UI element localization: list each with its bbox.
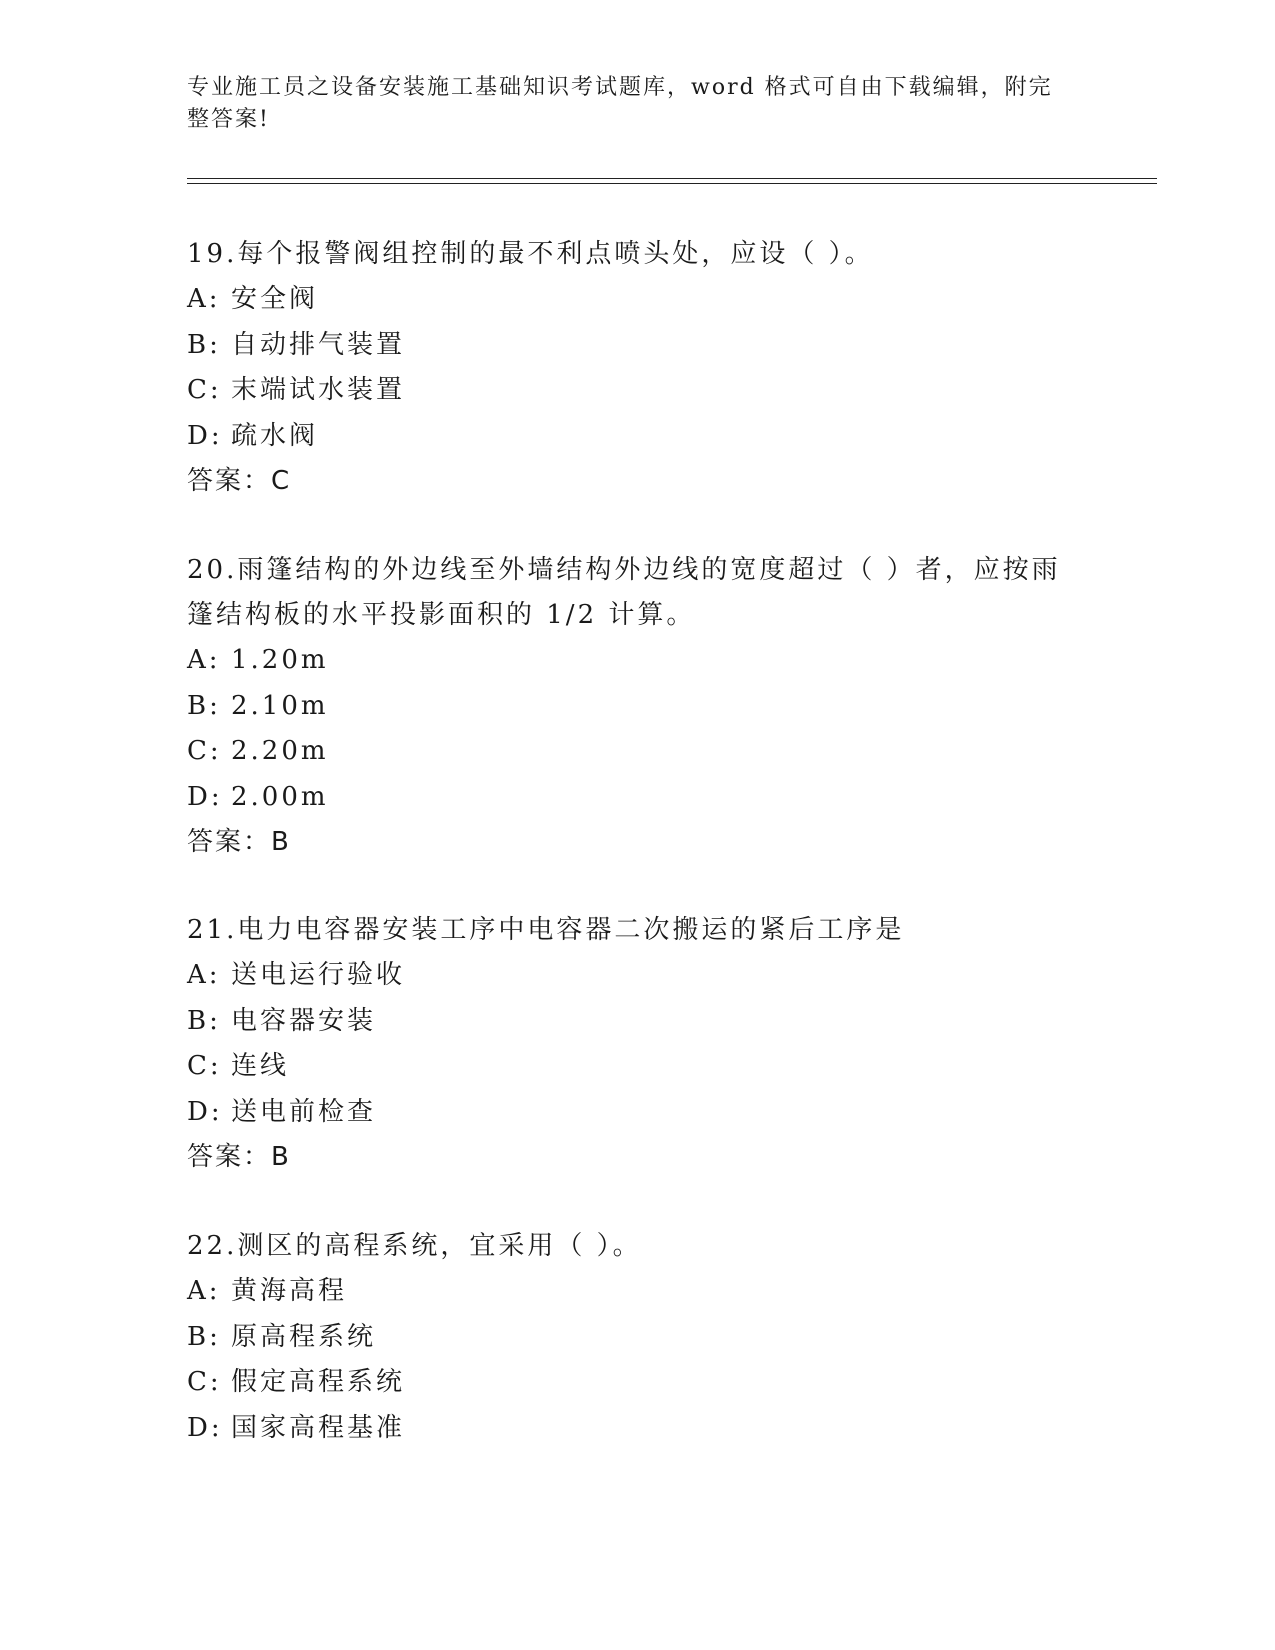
option-b	[187, 999, 1067, 1045]
option-d	[187, 414, 1067, 460]
option-b	[187, 684, 1067, 730]
option-text: 疏水阀	[231, 420, 319, 451]
option-key: C:	[187, 375, 222, 405]
option-c	[187, 1044, 1067, 1090]
option-key: D:	[187, 781, 223, 812]
question-text: 19.每个报警阀组控制的最不利点喷头处，应设（ ）。	[187, 239, 874, 269]
option-key: B:	[187, 690, 221, 721]
option-text: 黄海高程	[231, 1276, 348, 1306]
question-text: 21.电力电容器安装工序中电容器二次搬运的紧后工序是	[187, 915, 905, 945]
question-21	[187, 908, 1067, 1180]
question-text: 20.雨篷结构的外边线至外墙结构外边线的宽度超过（ ）者，应按雨篷结构板的水平投影面积的 1/2 计算。	[187, 555, 1061, 630]
option-text: 假定高程系统	[231, 1367, 406, 1397]
question-text: 22.测区的高程系统，宜采用（ ）。	[187, 1231, 642, 1261]
option-key: A:	[187, 645, 221, 675]
option-text: 原高程系统	[231, 1321, 377, 1352]
header-intro-text: 专业施工员之设备安装施工基础知识考试题库，word 格式可自由下载编辑，附完整答案!	[187, 75, 1053, 132]
header-rule-top	[187, 178, 1157, 179]
option-b	[187, 323, 1067, 369]
option-key: D:	[187, 1096, 223, 1127]
option-text: 国家高程基准	[231, 1412, 406, 1443]
option-key: C:	[187, 736, 222, 766]
option-key: B:	[187, 1321, 221, 1352]
document-header	[187, 72, 1067, 136]
option-text: 2.00m	[231, 781, 329, 812]
option-c	[187, 1360, 1067, 1406]
option-key: C:	[187, 1367, 222, 1397]
answer-label: 答案：B	[187, 827, 291, 857]
question-20	[187, 548, 1067, 865]
option-text: 送电前检查	[231, 1096, 377, 1127]
option-text: 安全阀	[231, 284, 319, 314]
option-text: 电容器安装	[231, 1005, 377, 1036]
option-a	[187, 1269, 1067, 1315]
answer-label: 答案：C	[187, 466, 292, 496]
header-rule-bottom	[187, 183, 1157, 184]
option-key: D:	[187, 420, 223, 451]
option-text: 1.20m	[231, 645, 329, 675]
option-text: 2.10m	[231, 690, 329, 721]
option-key: C:	[187, 1051, 222, 1081]
option-key: D:	[187, 1412, 223, 1443]
option-b	[187, 1315, 1067, 1361]
option-a	[187, 277, 1067, 323]
option-key: B:	[187, 1005, 221, 1036]
option-c	[187, 368, 1067, 414]
option-text: 连线	[231, 1051, 290, 1081]
option-key: A:	[187, 960, 221, 990]
option-key: A:	[187, 1276, 221, 1306]
option-a	[187, 953, 1067, 999]
answer-label: 答案：B	[187, 1142, 291, 1172]
option-text: 自动排气装置	[231, 329, 406, 360]
option-key: B:	[187, 329, 221, 360]
question-19	[187, 232, 1067, 504]
option-d	[187, 1090, 1067, 1136]
option-c	[187, 729, 1067, 775]
option-text: 末端试水装置	[231, 375, 406, 405]
option-key: A:	[187, 284, 221, 314]
option-text: 送电运行验收	[231, 960, 406, 990]
option-d	[187, 775, 1067, 821]
option-text: 2.20m	[231, 736, 329, 766]
option-a	[187, 638, 1067, 684]
question-22	[187, 1224, 1067, 1451]
option-d	[187, 1406, 1067, 1452]
